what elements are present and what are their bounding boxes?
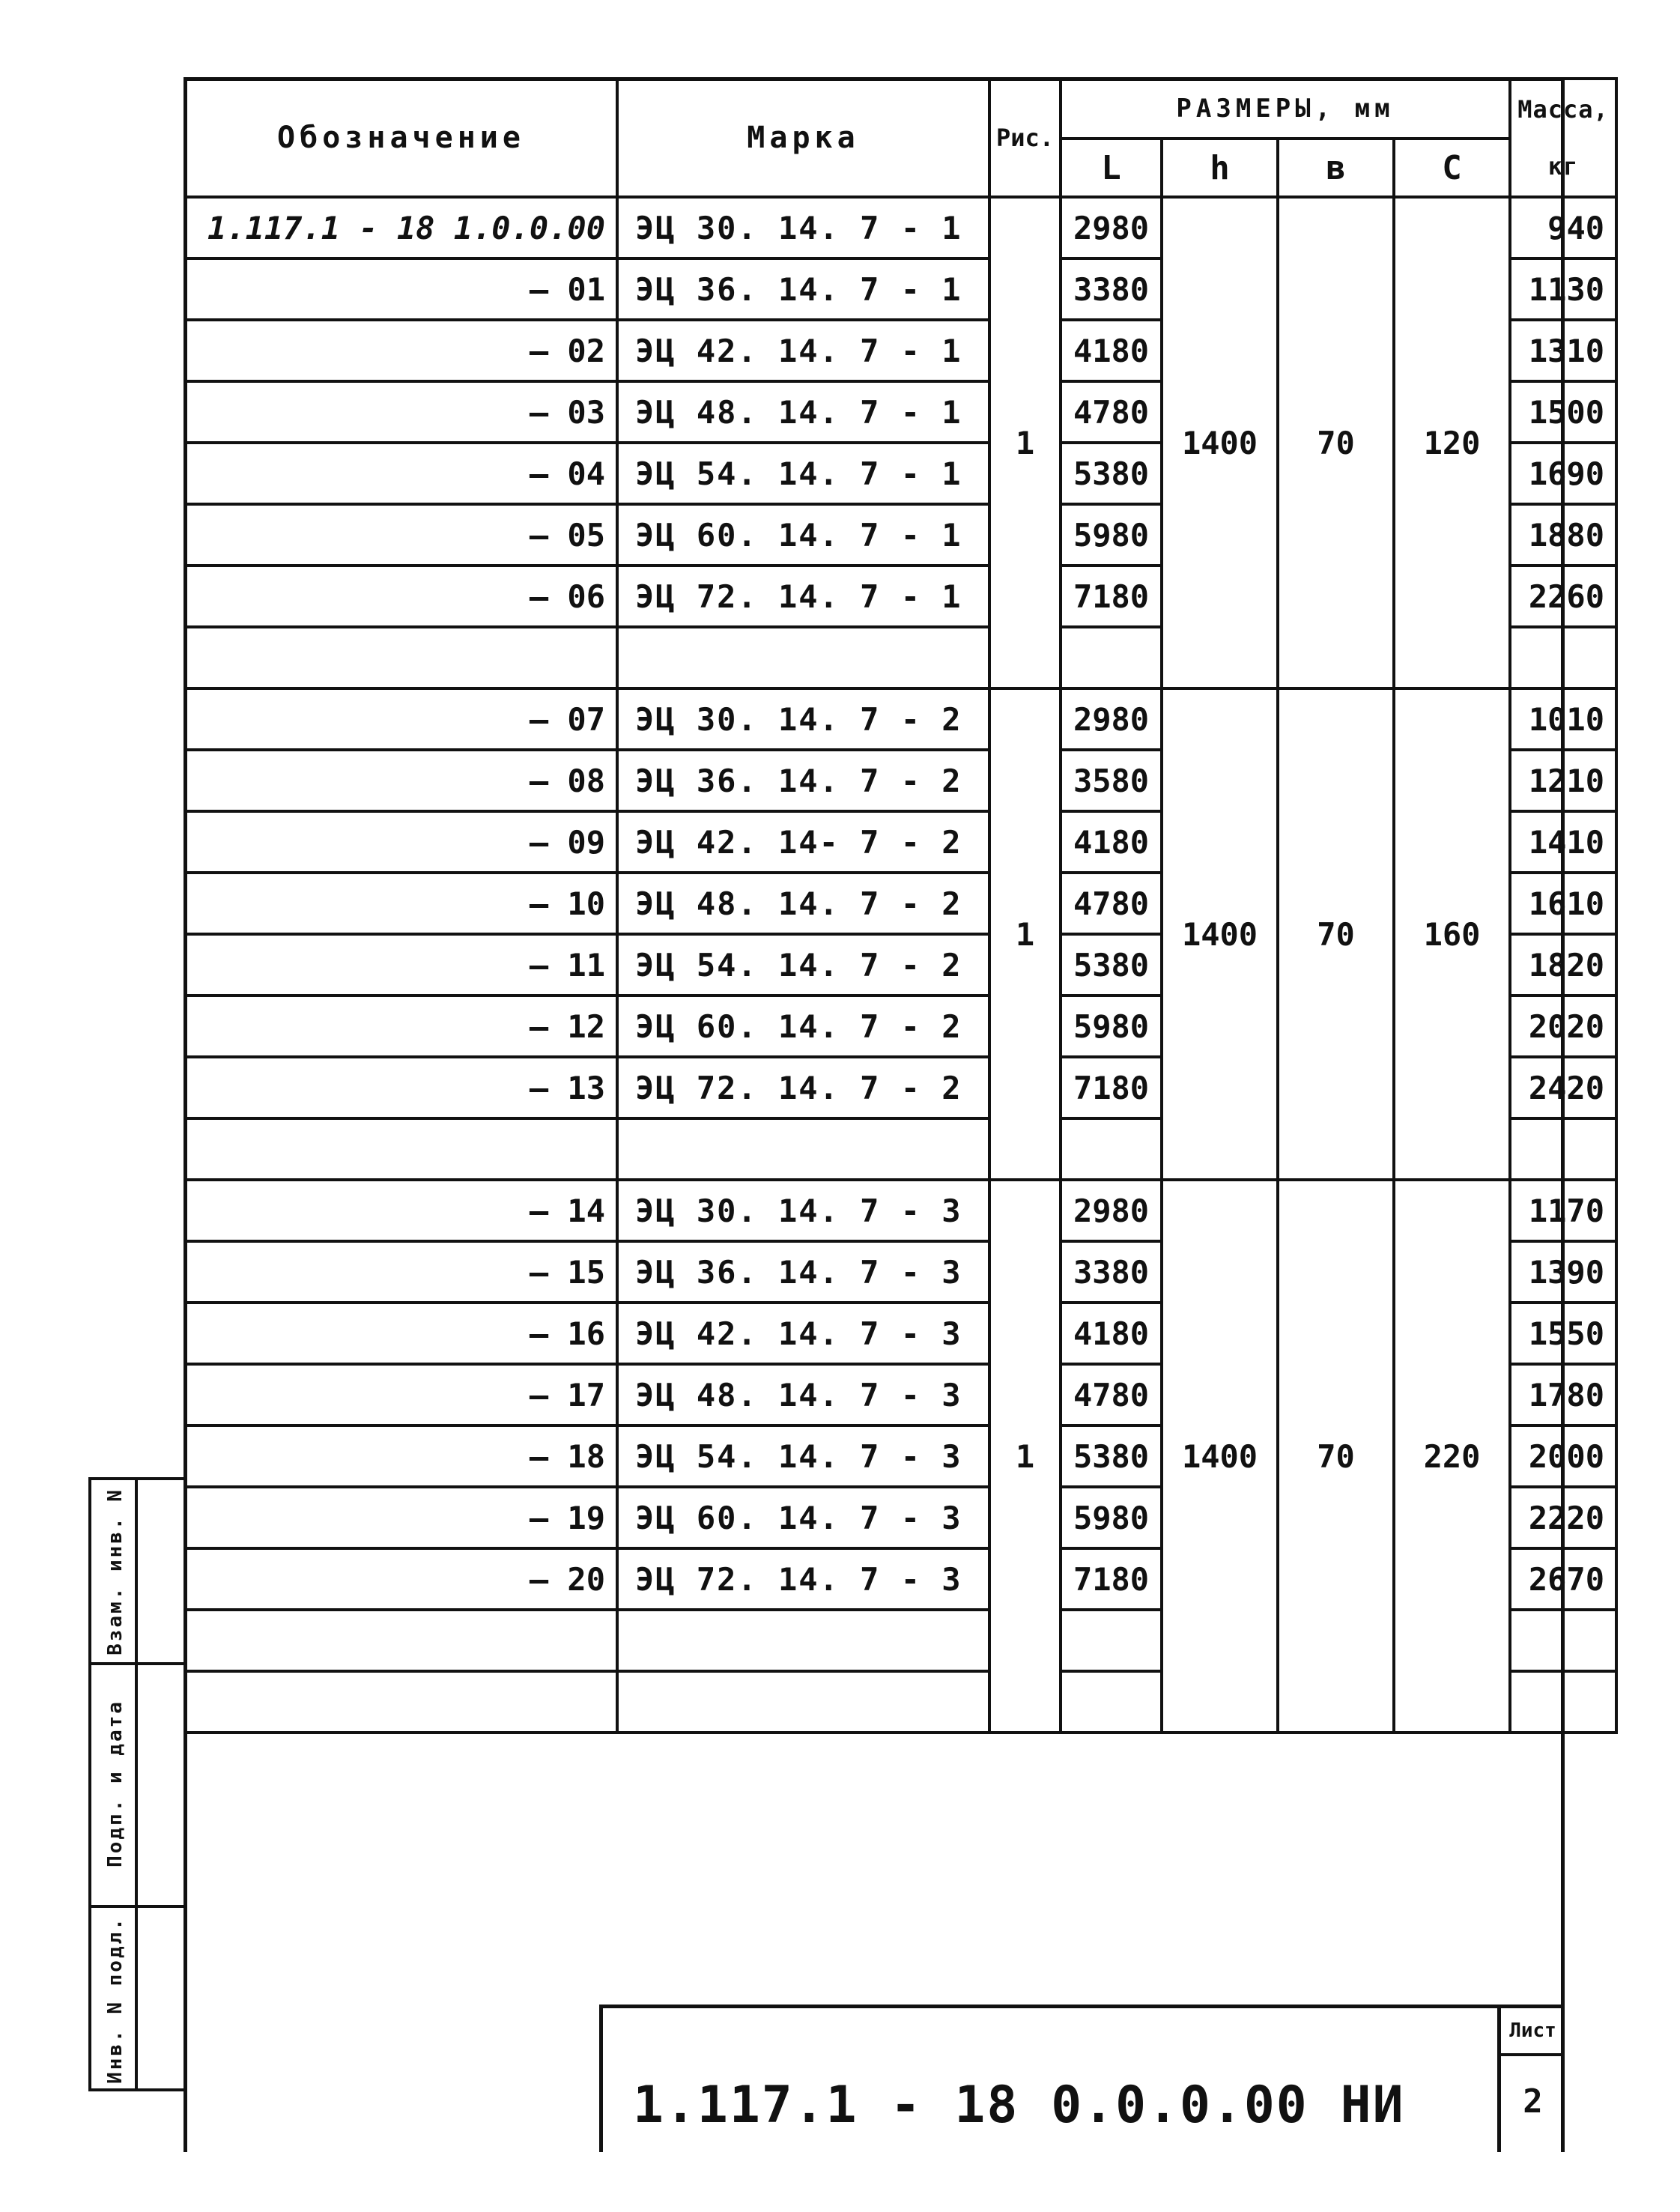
sheet-label: Лист: [1501, 2008, 1565, 2056]
mark-cell: ЭЦ 54. 14. 7 - 3: [617, 1425, 989, 1487]
width-cell: 70: [1278, 197, 1394, 688]
mark-cell: ЭЦ 60. 14. 7 - 2: [617, 996, 989, 1057]
sheet-number: 2: [1523, 2082, 1543, 2121]
specification-table: [184, 77, 1618, 1734]
designation-cell: — 06: [185, 566, 617, 627]
mass-cell: 1610: [1510, 873, 1616, 934]
table-row: [185, 197, 1616, 258]
table-body: [185, 197, 1616, 1733]
figure-cell: 1: [989, 1180, 1061, 1733]
mass-cell: 1310: [1510, 320, 1616, 381]
length-cell: 7180: [1061, 1057, 1162, 1118]
side-label-signature-date: Подп. и дата: [104, 1700, 127, 1867]
mark-cell: ЭЦ 42. 14. 7 - 1: [617, 320, 989, 381]
mark-cell: ЭЦ 72. 14. 7 - 3: [617, 1548, 989, 1610]
designation-cell: — 05: [185, 504, 617, 566]
length-cell: 4180: [1061, 1303, 1162, 1364]
designation-cell: [185, 627, 617, 688]
mass-cell: 1170: [1510, 1180, 1616, 1241]
designation-cell: [185, 1671, 617, 1733]
mass-cell: [1510, 1610, 1616, 1671]
length-cell: 7180: [1061, 1548, 1162, 1610]
mass-cell: 2670: [1510, 1548, 1616, 1610]
designation-cell: — 07: [185, 688, 617, 750]
height-cell: 1400: [1162, 1180, 1278, 1733]
length-cell: 5980: [1061, 1487, 1162, 1548]
length-cell: [1061, 1610, 1162, 1671]
mark-cell: ЭЦ 42. 14. 7 - 3: [617, 1303, 989, 1364]
designation-cell: — 02: [185, 320, 617, 381]
designation-cell: — 04: [185, 443, 617, 504]
mass-cell: 1130: [1510, 258, 1616, 320]
length-cell: 5380: [1061, 934, 1162, 996]
mark-cell: ЭЦ 30. 14. 7 - 2: [617, 688, 989, 750]
length-cell: 5980: [1061, 996, 1162, 1057]
mark-cell: ЭЦ 48. 14. 7 - 2: [617, 873, 989, 934]
mass-cell: [1510, 1118, 1616, 1180]
table-row: [185, 1180, 1616, 1241]
approval-strip: [88, 1477, 184, 2091]
length-cell: 2980: [1061, 197, 1162, 258]
height-cell: 1400: [1162, 688, 1278, 1180]
mass-cell: 1210: [1510, 750, 1616, 811]
mark-cell: ЭЦ 54. 14. 7 - 2: [617, 934, 989, 996]
mass-cell: 2220: [1510, 1487, 1616, 1548]
designation-cell: — 20: [185, 1548, 617, 1610]
mark-cell: ЭЦ 48. 14. 7 - 1: [617, 381, 989, 443]
mark-cell: ЭЦ 60. 14. 7 - 1: [617, 504, 989, 566]
mass-cell: [1510, 1671, 1616, 1733]
header-mass: Масса, кг: [1510, 79, 1616, 197]
side-label-inventory: Инв. N подл.: [104, 1915, 127, 2084]
mark-cell: ЭЦ 48. 14. 7 - 3: [617, 1364, 989, 1425]
mark-cell: ЭЦ 54. 14. 7 - 1: [617, 443, 989, 504]
header-dimensions: РАЗМЕРЫ, мм: [1061, 79, 1510, 139]
mark-cell: ЭЦ 36. 14. 7 - 1: [617, 258, 989, 320]
designation-cell: 1.117.1 - 18 1.0.0.00: [185, 197, 617, 258]
designation-cell: — 18: [185, 1425, 617, 1487]
designation-cell: [185, 1118, 617, 1180]
height-cell: 1400: [1162, 197, 1278, 688]
mass-cell: 1390: [1510, 1241, 1616, 1303]
designation-cell: — 15: [185, 1241, 617, 1303]
header-fig: Рис.: [989, 79, 1061, 197]
designation-cell: — 09: [185, 811, 617, 873]
width-cell: 70: [1278, 688, 1394, 1180]
length-cell: 5980: [1061, 504, 1162, 566]
designation-cell: [185, 1610, 617, 1671]
length-cell: 4180: [1061, 811, 1162, 873]
mass-cell: 1500: [1510, 381, 1616, 443]
header-L: L: [1061, 139, 1162, 197]
length-cell: [1061, 1118, 1162, 1180]
figure-cell: 1: [989, 197, 1061, 688]
header-designation: Обозначение: [185, 79, 617, 197]
length-cell: 3380: [1061, 1241, 1162, 1303]
c-dimension-cell: 120: [1394, 197, 1510, 688]
c-dimension-cell: 160: [1394, 688, 1510, 1180]
mark-cell: ЭЦ 30. 14. 7 - 1: [617, 197, 989, 258]
mark-cell: ЭЦ 72. 14. 7 - 1: [617, 566, 989, 627]
mark-cell: ЭЦ 36. 14. 7 - 2: [617, 750, 989, 811]
length-cell: [1061, 1671, 1162, 1733]
mass-cell: [1510, 627, 1616, 688]
length-cell: 4780: [1061, 1364, 1162, 1425]
designation-cell: — 13: [185, 1057, 617, 1118]
mark-cell: [617, 627, 989, 688]
document-code: 1.117.1 - 18 0.0.0.00 НИ: [633, 2076, 1405, 2135]
mark-cell: ЭЦ 42. 14- 7 - 2: [617, 811, 989, 873]
mass-cell: 1410: [1510, 811, 1616, 873]
mark-cell: [617, 1610, 989, 1671]
title-block: [599, 2005, 1565, 2152]
designation-cell: — 01: [185, 258, 617, 320]
figure-cell: 1: [989, 688, 1061, 1180]
header-h: h: [1162, 139, 1278, 197]
mark-cell: [617, 1118, 989, 1180]
mark-cell: ЭЦ 72. 14. 7 - 2: [617, 1057, 989, 1118]
designation-cell: — 12: [185, 996, 617, 1057]
mass-cell: 1690: [1510, 443, 1616, 504]
header-mark: Марка: [617, 79, 989, 197]
c-dimension-cell: 220: [1394, 1180, 1510, 1733]
length-cell: 4780: [1061, 873, 1162, 934]
designation-cell: — 19: [185, 1487, 617, 1548]
header-C: С: [1394, 139, 1510, 197]
mass-cell: 1880: [1510, 504, 1616, 566]
mass-cell: 1780: [1510, 1364, 1616, 1425]
length-cell: 3380: [1061, 258, 1162, 320]
mark-cell: ЭЦ 36. 14. 7 - 3: [617, 1241, 989, 1303]
mark-cell: ЭЦ 30. 14. 7 - 3: [617, 1180, 989, 1241]
length-cell: 5380: [1061, 443, 1162, 504]
length-cell: 7180: [1061, 566, 1162, 627]
mass-cell: 1550: [1510, 1303, 1616, 1364]
designation-cell: — 08: [185, 750, 617, 811]
table-row: [185, 688, 1616, 750]
designation-cell: — 17: [185, 1364, 617, 1425]
side-label-replaced: Взам. инв. N: [104, 1487, 127, 1655]
length-cell: 2980: [1061, 688, 1162, 750]
mass-cell: 940: [1510, 197, 1616, 258]
mass-cell: 2260: [1510, 566, 1616, 627]
length-cell: 3580: [1061, 750, 1162, 811]
mass-cell: 2020: [1510, 996, 1616, 1057]
length-cell: [1061, 627, 1162, 688]
mark-cell: ЭЦ 60. 14. 7 - 3: [617, 1487, 989, 1548]
length-cell: 4180: [1061, 320, 1162, 381]
length-cell: 5380: [1061, 1425, 1162, 1487]
designation-cell: — 14: [185, 1180, 617, 1241]
mass-cell: 1820: [1510, 934, 1616, 996]
designation-cell: — 16: [185, 1303, 617, 1364]
designation-cell: — 10: [185, 873, 617, 934]
width-cell: 70: [1278, 1180, 1394, 1733]
designation-cell: — 03: [185, 381, 617, 443]
mass-cell: 2000: [1510, 1425, 1616, 1487]
designation-cell: — 11: [185, 934, 617, 996]
sheet-box: [1497, 2008, 1565, 2152]
mass-cell: 1010: [1510, 688, 1616, 750]
length-cell: 2980: [1061, 1180, 1162, 1241]
length-cell: 4780: [1061, 381, 1162, 443]
mark-cell: [617, 1671, 989, 1733]
mass-cell: 2420: [1510, 1057, 1616, 1118]
header-b: в: [1278, 139, 1394, 197]
